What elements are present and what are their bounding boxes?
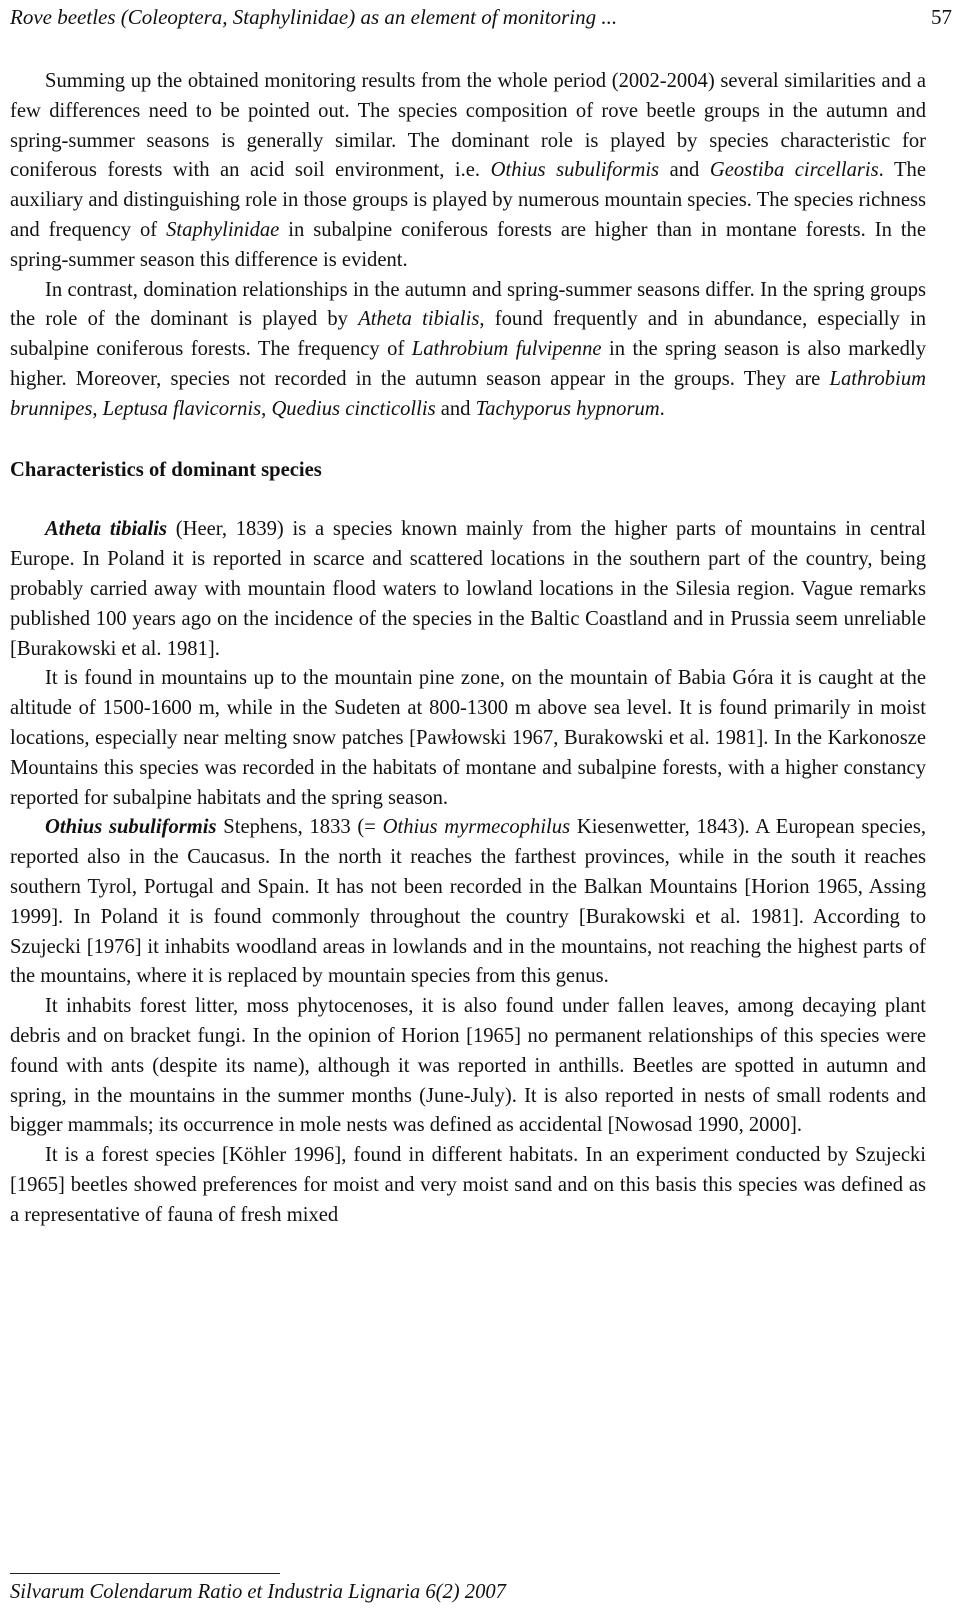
text-run: (Heer, 1839) is a species known mainly from the higher parts of mountains in central Europe. In Poland it is reported in scarce and scattered locations in the southern part of the country, being probably carried away with mountain flood waters to lowland locations in the Silesia region. Vague remarks published 100 years ago on the incidence of the species in the Baltic Coastland and in Prussia seem unreliable [Burakowski et al. 1981]. (10, 518, 926, 660)
journal-footer: Silvarum Colendarum Ratio et Industria Lignaria 6(2) 2007 (10, 1581, 506, 1603)
paragraph-othius (10, 813, 926, 992)
paragraph-forest-species: It is a forest species [Köhler 1996], found in different habitats. In an experiment conducted by Szujecki [1965] beetles showed preferences for moist and very moist sand and on this basis this species was defined as a representative of fauna of fresh mixed (10, 1144, 926, 1226)
text-run: Stephens, 1833 (= (216, 816, 383, 839)
species-name: Tachyporus hypnorum (475, 397, 660, 420)
species-name: Othius myrmecophilus (382, 816, 571, 839)
paragraph-atheta (10, 515, 926, 664)
paragraph-summary (10, 67, 926, 276)
text-run: and (435, 397, 476, 420)
text-run: Kiesenwetter, 1843). A European species, reported also in the Caucasus. In the north it reaches the farthest provinces, while in the south it reaches southern Tyrol, Portugal and Spain. It has not been recorded in the Balkan Mountains [Horion 1965, Assing 1999]. In Poland it is found commonly throughout the country [Burakowski et al. 1981]. According to Szujecki [1976] it inhabits woodland areas in lowlands and in the mountains, not reaching the highest parts of the mountains, where it is replaced by mountain species from this genus. (10, 816, 926, 988)
species-name: Atheta tibialis (358, 308, 480, 331)
text-run: and (659, 159, 710, 182)
taxon-name: Staphylinidae (166, 218, 280, 241)
running-title: Rove beetles (Coleoptera, Staphylinidae) as an element of monitoring ... (10, 5, 618, 29)
text-run: in the spring season is also markedly higher. Moreover, species not recorded in the autumn season appear in the groups. They are (10, 338, 926, 390)
paragraph-atheta-habitat: It is found in mountains up to the mountain pine zone, on the mountain of Babia Góra it is caught at the altitude of 1500-1600 m, while in the Sudeten at 800-1300 m above sea level. It is found primarily in moist locations, especially near melting snow patches [Pawłowski 1967, Burakowski et al. 1981]. In the Karkonosze Mountains this species was recorded in the habitats of montane and subalpine forests, with a higher constancy reported for subalpine habitats and the spring season. (10, 667, 926, 809)
species-name-bold: Atheta tibialis (45, 518, 168, 541)
section-heading: Characteristics of dominant species (10, 458, 322, 481)
text-run: , (92, 397, 103, 420)
article-body (10, 67, 926, 1230)
footer-divider (10, 1573, 280, 1574)
text-run: Summing up the obtained monitoring results from the whole period (2002-2004) several similarities and a few differences need to be pointed out. The species composition of rove beetle groups in the autumn and spring-summer seasons is generally similar. The dominant role is played by species characteristic for coniferous forests with an acid soil environment, i.e. (10, 70, 926, 182)
species-name: Lathrobium fulvipenne (411, 338, 602, 361)
species-name: Leptusa flavicornis (102, 397, 262, 420)
text-run: , found frequently and in abundance, especially in subalpine coniferous forests. The frequency of (10, 308, 926, 361)
species-name: Geostiba circellaris (709, 159, 879, 182)
species-name: Lathrobium brunnipes (10, 367, 926, 420)
species-name-bold: Othius subuliformis (45, 816, 217, 839)
page-number: 57 (931, 5, 952, 29)
paragraph-othius-habitat: It inhabits forest litter, moss phytocenoses, it is also found under fallen leaves, among decaying plant debris and on bracket fungi. In the opinion of Horion [1965] no permanent relationships of this species were found with ants (despite its name), although it was reported in anthills. Beetles are spotted in autumn and spring, in the mountains in the summer months (June-July). It is also reported in nests of small rodents and bigger mammals; its occurrence in mole nests was defined as accidental [Nowosad 1990, 2000]. (10, 995, 926, 1137)
text-run: , (261, 397, 272, 420)
species-name: Othius subuliformis (490, 159, 660, 182)
species-name: Quedius cincticollis (271, 397, 436, 420)
text-run: . The auxiliary and distinguishing role in those groups is played by numerous mountain species. The species richness and frequency of (10, 159, 926, 241)
paragraph-contrast (10, 276, 926, 425)
text-run: . (659, 397, 665, 420)
running-header (10, 2, 952, 32)
text-run: In contrast, domination relationships in the autumn and spring-summer seasons differ. In the spring groups the role of the dominant is played by (10, 278, 926, 331)
text-run: in subalpine coniferous forests are higher than in montane forests. In the spring-summer season this difference is evident. (10, 218, 926, 271)
